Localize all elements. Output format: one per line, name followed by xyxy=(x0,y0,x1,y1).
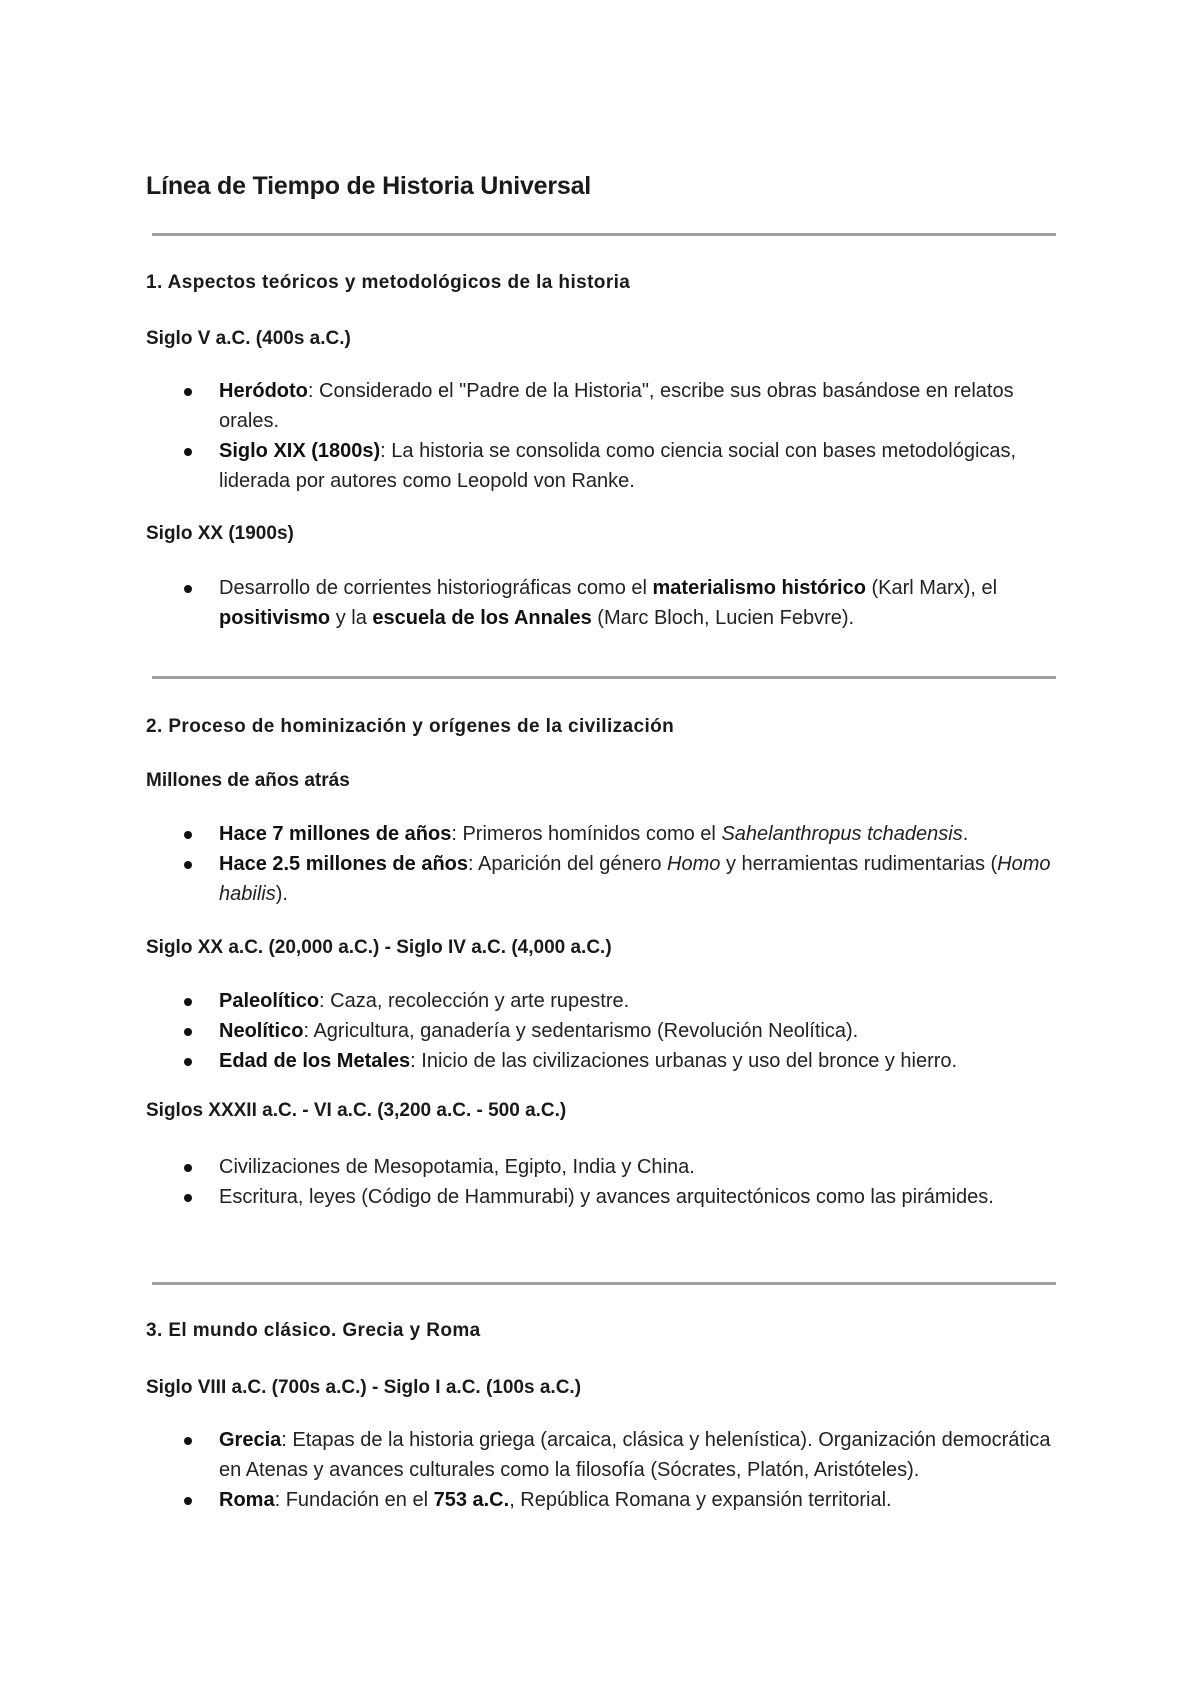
bullet-icon xyxy=(184,388,192,396)
period-heading: Siglo XX (1900s) xyxy=(146,523,294,544)
list-item: Roma: Fundación en el 753 a.C., República Romana y expansión territorial. xyxy=(146,1485,1058,1515)
bullet-list xyxy=(146,573,1058,633)
list-item: Heródoto: Considerado el "Padre de la Historia", escribe sus obras basándose en relatos orales. xyxy=(146,376,1058,436)
bullet-list xyxy=(146,1425,1058,1515)
horizontal-divider xyxy=(152,1282,1056,1285)
list-item: Grecia: Etapas de la historia griega (arcaica, clásica y helenística). Organización democrática en Atenas y avances culturales como la filosofía (Sócrates, Platón, Aristóteles). xyxy=(146,1425,1058,1485)
list-item: Desarrollo de corrientes historiográficas como el materialismo histórico (Karl Marx), el positivismo y la escuela de los Annales (Marc Bloch, Lucien Febvre). xyxy=(146,573,1058,633)
list-item: Civilizaciones de Mesopotamia, Egipto, India y China. xyxy=(146,1152,1058,1182)
list-item: Hace 2.5 millones de años: Aparición del género Homo y herramientas rudimentarias (Homo habilis). xyxy=(146,849,1058,909)
bullet-icon xyxy=(184,998,192,1006)
bullet-icon xyxy=(184,585,192,593)
bullet-icon xyxy=(184,448,192,456)
bullet-list xyxy=(146,986,1058,1076)
bullet-list xyxy=(146,819,1058,909)
bullet-icon xyxy=(184,1028,192,1036)
bullet-icon xyxy=(184,1497,192,1505)
bullet-icon xyxy=(184,1164,192,1172)
horizontal-divider xyxy=(152,233,1056,236)
bullet-list xyxy=(146,376,1058,496)
list-item: Paleolítico: Caza, recolección y arte rupestre. xyxy=(146,986,1058,1016)
list-item: Siglo XIX (1800s): La historia se consolida como ciencia social con bases metodológicas, liderada por autores como Leopold von Ranke. xyxy=(146,436,1058,496)
period-heading: Millones de años atrás xyxy=(146,770,350,791)
list-item: Edad de los Metales: Inicio de las civilizaciones urbanas y uso del bronce y hierro. xyxy=(146,1046,1058,1076)
period-heading: Siglo VIII a.C. (700s a.C.) - Siglo I a.C. (100s a.C.) xyxy=(146,1377,582,1398)
section-heading: 1. Aspectos teóricos y metodológicos de la historia xyxy=(146,272,631,293)
period-heading: Siglo V a.C. (400s a.C.) xyxy=(146,328,351,349)
list-item: Escritura, leyes (Código de Hammurabi) y avances arquitectónicos como las pirámides. xyxy=(146,1182,1058,1212)
bullet-icon xyxy=(184,861,192,869)
list-item: Hace 7 millones de años: Primeros homínidos como el Sahelanthropus tchadensis. xyxy=(146,819,1058,849)
bullet-icon xyxy=(184,831,192,839)
period-heading: Siglo XX a.C. (20,000 a.C.) - Siglo IV a.C. (4,000 a.C.) xyxy=(146,937,612,958)
horizontal-divider xyxy=(152,676,1056,679)
bullet-list xyxy=(146,1152,1058,1212)
bullet-icon xyxy=(184,1437,192,1445)
bullet-icon xyxy=(184,1194,192,1202)
section-heading: 3. El mundo clásico. Grecia y Roma xyxy=(146,1320,481,1341)
list-item: Neolítico: Agricultura, ganadería y sedentarismo (Revolución Neolítica). xyxy=(146,1016,1058,1046)
period-heading: Siglos XXXII a.C. - VI a.C. (3,200 a.C. - 500 a.C.) xyxy=(146,1100,567,1121)
bullet-icon xyxy=(184,1058,192,1066)
section-heading: 2. Proceso de hominización y orígenes de la civilización xyxy=(146,716,675,737)
document-title: Línea de Tiempo de Historia Universal xyxy=(146,172,592,200)
